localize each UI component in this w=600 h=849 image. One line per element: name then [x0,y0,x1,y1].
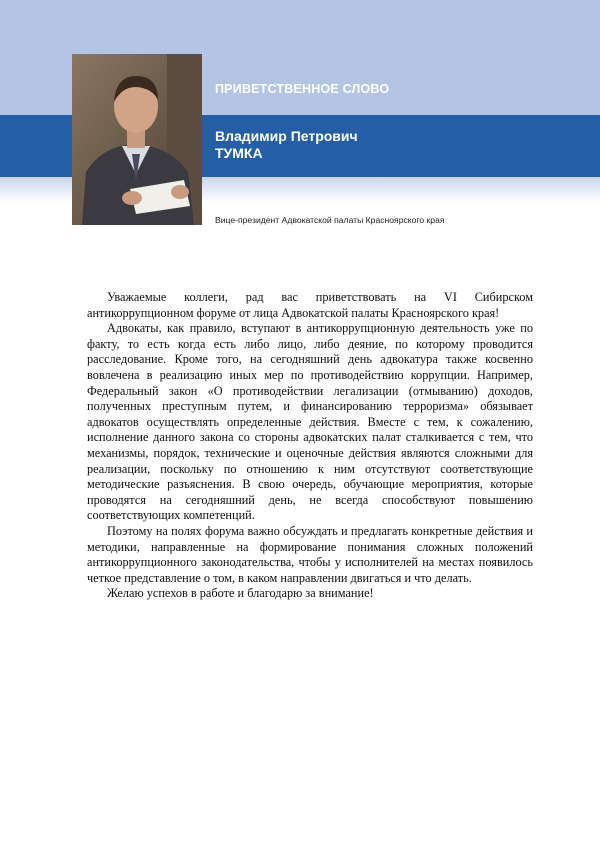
author-first-name: Владимир Петрович [215,128,358,144]
author-surname: ТУМКА [215,145,263,161]
author-name [215,128,358,162]
paragraph: Адвокаты, как правило, вступают в антикоррупционную деятельность уже по факту, то есть когда есть либо лицо, либо деяние, по которому проводится расследование. Кроме того, на сегодняшний день адвокатура также косвенно вовлечена в реализацию иных мер по противодействию коррупции. Например, Федеральный закон «О противодействии легализации (отмыванию) доходов, полученных преступным путем, и финансированию терроризма» обязывает адвокатов осуществлять определенные действия. Вместе с тем, к сожалению, исполнение данного закона со стороны адвокатских палат сталкивается с тем, что механизмы, порядок, технические и оценочные действия являются сложными для реализации, поскольку по отношению к ним отсутствуют соответствующие методические разъяснения. В свою очередь, обучающие мероприятия, которые проводятся на сегодняшний день, не всегда способствуют повышению соответствующих компетенций. [87,321,533,523]
section-title: ПРИВЕТСТВЕННОЕ СЛОВО [215,82,390,96]
author-photo [72,54,202,225]
paragraph: Желаю успехов в работе и благодарю за внимание! [107,586,374,601]
author-position: Вице-президент Адвокатской палаты Красноярского края [215,215,445,225]
paragraph: Уважаемые коллеги, рад вас приветствовать на VI Сибирском антикоррупционном форуме от лица Адвокатской палаты Красноярского края! [87,290,533,320]
paragraph: Поэтому на полях форума важно обсуждать и предлагать конкретные действия и методики, направленные на формирование понимания сложных положений антикоррупционного законодательства, чтобы у исполнителей на местах появилось четкое представление о том, в каком направлении двигаться и что делать. [87,523,533,585]
greeting-text [87,290,533,602]
